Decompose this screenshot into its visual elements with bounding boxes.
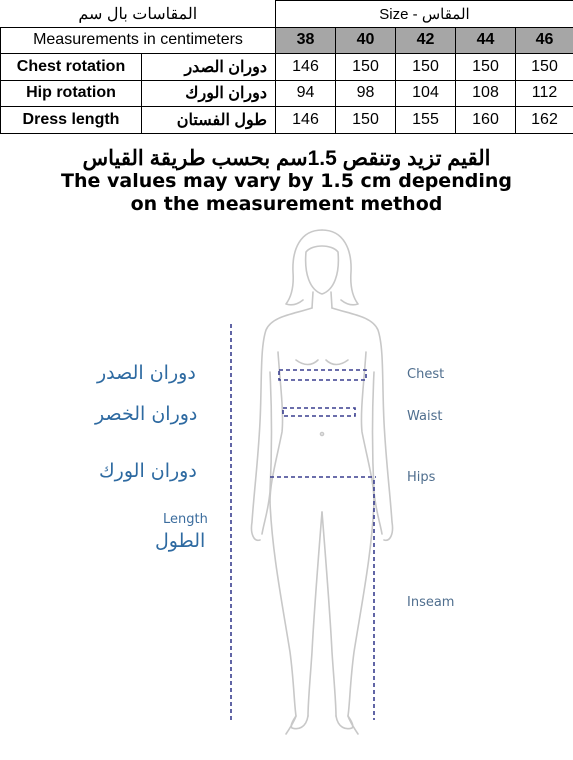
table-row [1,107,573,134]
note-english-line2: on the measurement method [130,193,443,215]
table-cell: 150 [396,54,456,81]
measurement-figure [0,222,573,760]
table-cell: 146 [276,54,336,81]
waist-label: Waist [407,409,443,424]
waist-dashed-line [283,408,355,416]
chest-label: Chest [407,367,445,382]
table-cell: 94 [276,80,336,107]
table-sizes-row [1,27,573,54]
row-label-en: Dress length [1,107,142,134]
table-header-row [1,1,573,28]
table-cell: 150 [456,54,516,81]
table-cell: 104 [396,80,456,107]
size-46: 46 [516,27,573,54]
hip-label-ar: دوران الورك [99,460,197,482]
table-cell: 150 [336,107,396,134]
hips-label: Hips [407,470,436,485]
table-cell: 146 [276,107,336,134]
size-44: 44 [456,27,516,54]
table-cell: 162 [516,107,573,134]
table-cell: 98 [336,80,396,107]
row-label-en: Chest rotation [1,54,142,81]
table-cell: 108 [456,80,516,107]
chest-dashed-line [279,370,366,380]
note-arabic: القيم تزيد وتنقص 1.5سم بحسب طريقة القياس [82,147,491,170]
size-42: 42 [396,27,456,54]
table-row [1,80,573,107]
inseam-label: Inseam [407,595,455,610]
row-label-ar: دوران الصدر [142,54,276,81]
row-label-ar: دوران الورك [142,80,276,107]
table-cell: 160 [456,107,516,134]
table-cell: 150 [516,54,573,81]
size-table [0,0,573,134]
table-cell: 155 [396,107,456,134]
waist-label-ar: دوران الخصر [95,403,198,425]
note-english-line1: The values may vary by 1.5 cm depending [61,170,512,192]
row-label-ar: طول الفستان [142,107,276,134]
table-row [1,54,573,81]
length-label-ar: الطول [155,530,206,552]
measurements-label-en: Measurements in centimeters [1,27,276,54]
row-label-en: Hip rotation [1,80,142,107]
table-cell: 112 [516,80,573,107]
size-header: Size - المقاس [276,1,573,28]
size-40: 40 [336,27,396,54]
body-silhouette-icon [0,222,573,760]
size-38: 38 [276,27,336,54]
length-label-en: Length [163,512,208,527]
measurements-label-ar: المقاسات بال سم [1,1,276,28]
table-cell: 150 [336,54,396,81]
chest-label-ar: دوران الصدر [97,362,196,384]
